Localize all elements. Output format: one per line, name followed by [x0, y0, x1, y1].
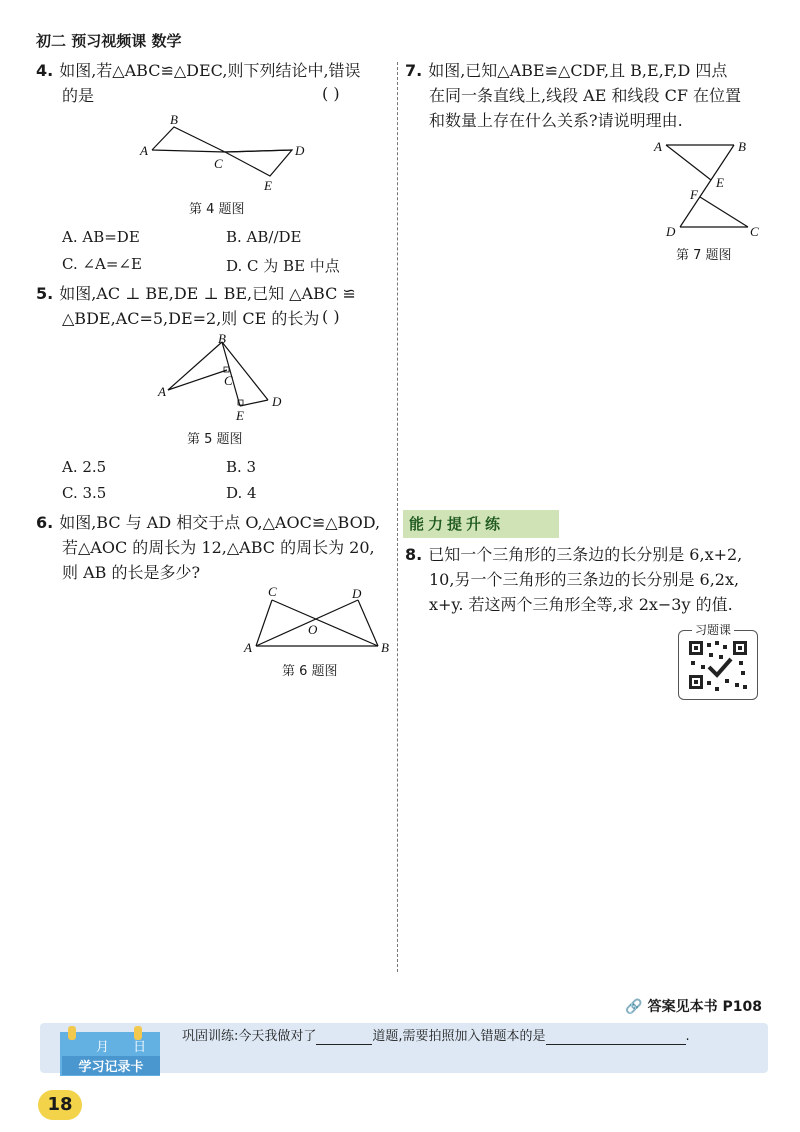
- segment-ed: [240, 400, 268, 406]
- option-a: A. AB=DE: [62, 228, 140, 246]
- card-pin-left: [68, 1026, 76, 1040]
- question-text: 如图,AC ⊥ BE,DE ⊥ BE,已知 △ABC ≌: [59, 284, 356, 303]
- question-number: 8.: [405, 545, 423, 564]
- answer-parenthesis: ( ): [322, 84, 340, 103]
- question-number: 5.: [36, 284, 54, 303]
- segment-bd: [680, 145, 734, 227]
- answer-reference-text: 答案见本书 P108: [647, 999, 762, 1015]
- question-text: 如图,若△ABC≌△DEC,则下列结论中,错误: [59, 61, 361, 80]
- question-text: 如图,BC 与 AD 相交于点 O,△AOC≌△BOD,: [59, 513, 381, 532]
- checkmark-icon: [709, 659, 731, 675]
- segment-ac: [168, 370, 227, 390]
- label-a: A: [158, 384, 166, 399]
- figure-caption: 第 5 题图: [187, 432, 243, 447]
- record-month: 月: [96, 1040, 110, 1055]
- segment-ab: [168, 342, 222, 390]
- triangle-dec: [225, 150, 292, 176]
- page-header: 初二 预习视频课 数学: [36, 32, 182, 50]
- label-c: C: [750, 224, 759, 239]
- page-number: 18: [38, 1090, 82, 1120]
- column-divider: [397, 62, 398, 972]
- question-text: 10,另一个三角形的三条边的长分别是 6,2x,: [429, 570, 740, 589]
- option-b: B. 3: [226, 458, 257, 476]
- question-8: [405, 542, 775, 617]
- question-text: 和数量上存在什么关系?请说明理由.: [429, 111, 683, 130]
- question-text: 在同一条直线上,线段 AE 和线段 CF 在位置: [429, 86, 742, 105]
- answer-parenthesis: ( ): [322, 307, 340, 326]
- label-b: B: [381, 640, 389, 655]
- label-c: C: [224, 373, 233, 388]
- label-d: D: [295, 143, 305, 158]
- segment-cf: [700, 197, 748, 227]
- record-card: [60, 1032, 160, 1076]
- record-day: 日: [133, 1040, 147, 1055]
- question-text: 则 AB 的长是多少?: [62, 563, 201, 582]
- label-e: E: [716, 175, 724, 190]
- record-text: [182, 1025, 690, 1045]
- label-a: A: [654, 139, 662, 154]
- label-a: A: [140, 143, 148, 158]
- label-e: E: [264, 178, 272, 193]
- record-text-part2: 道题,需要拍照加入错题本的是: [372, 1029, 546, 1044]
- figure-q5: [150, 330, 300, 425]
- question-number: 4.: [36, 61, 54, 80]
- option-c: C. ∠A=∠E: [62, 255, 142, 273]
- label-f: F: [690, 187, 698, 202]
- segment-ae: [666, 145, 711, 180]
- section-title: 能力提升练: [403, 510, 559, 538]
- triangle-abc: [152, 127, 225, 152]
- figure-q4: [130, 110, 330, 200]
- label-o: O: [308, 622, 318, 637]
- label-b: B: [170, 112, 178, 127]
- link-icon: 🔗: [625, 999, 643, 1015]
- qr-code-icon: [679, 631, 757, 699]
- label-c: C: [268, 584, 277, 599]
- count-blank[interactable]: [316, 1029, 372, 1045]
- record-text-part1: 巩固训练:今天我做对了: [182, 1029, 317, 1044]
- question-6: [36, 510, 396, 585]
- option-b: B. AB//DE: [226, 228, 302, 246]
- label-d: D: [666, 224, 676, 239]
- mistake-blank[interactable]: [546, 1029, 686, 1045]
- qr-label: 习题课: [692, 621, 734, 638]
- label-d: D: [352, 586, 362, 601]
- label-e: E: [236, 408, 244, 423]
- question-number: 6.: [36, 513, 54, 532]
- record-card-title: 学习记录卡: [62, 1056, 160, 1075]
- question-text: 若△AOC 的周长为 12,△ABC 的周长为 20,: [62, 538, 375, 557]
- segment-cd: [225, 150, 292, 152]
- question-text: 的是: [62, 86, 95, 105]
- label-a: A: [244, 640, 252, 655]
- figure-caption: 第 7 题图: [676, 248, 732, 263]
- question-text: △BDE,AC=5,DE=2,则 CE 的长为: [62, 309, 320, 328]
- label-d: D: [272, 394, 282, 409]
- figure-caption: 第 6 题图: [282, 664, 338, 679]
- question-7: [405, 58, 775, 133]
- question-text: x+y. 若这两个三角形全等,求 2x−3y 的值.: [429, 595, 733, 614]
- figure-q7: [650, 135, 765, 245]
- option-d: D. 4: [226, 484, 257, 502]
- label-b: B: [738, 139, 746, 154]
- figure-q6: [238, 582, 388, 657]
- label-c: C: [214, 156, 223, 171]
- record-text-end: .: [685, 1029, 690, 1044]
- segment-cb: [272, 600, 378, 646]
- answer-reference: [625, 996, 762, 1016]
- label-b: B: [218, 331, 226, 346]
- option-d: D. C 为 BE 中点: [226, 257, 340, 275]
- segment-ad: [256, 600, 358, 646]
- figure-caption: 第 4 题图: [189, 202, 245, 217]
- option-c: C. 3.5: [62, 484, 107, 502]
- question-number: 7.: [405, 61, 423, 80]
- question-text: 已知一个三角形的三条边的长分别是 6,x+2,: [428, 545, 743, 564]
- qr-code[interactable]: [678, 630, 758, 700]
- segment-ac: [256, 600, 272, 646]
- option-a: A. 2.5: [62, 458, 107, 476]
- question-text: 如图,已知△ABE≌△CDF,且 B,E,F,D 四点: [428, 61, 728, 80]
